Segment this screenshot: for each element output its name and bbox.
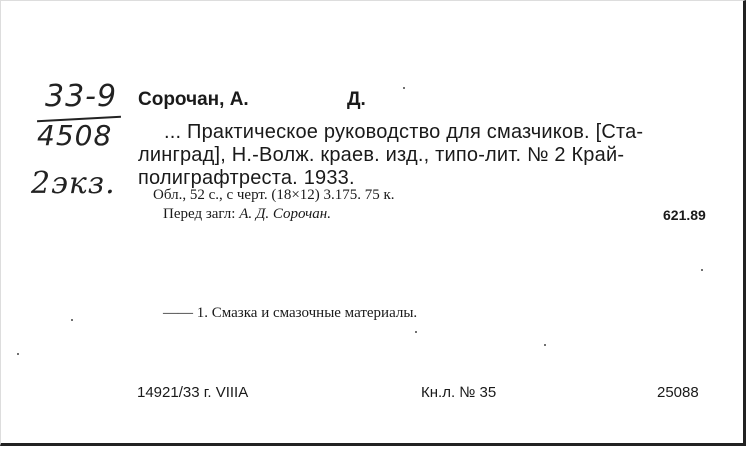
registration-number: 14921/33 г. VIIIA	[137, 384, 249, 401]
speck-mark	[544, 344, 546, 346]
title-note	[163, 206, 331, 223]
copies-note: 2экз.	[31, 166, 116, 201]
book-chamber-number: Кн.л. № 35	[421, 384, 497, 401]
serial-number: 25088	[657, 384, 699, 401]
title-line-3: полиграфтреста. 1933.	[138, 167, 355, 189]
collation: Обл., 52 с., с черт. (18×12) 3.175. 75 к.	[153, 187, 395, 203]
speck-mark	[17, 353, 19, 355]
shelf-mark-bottom: 4508	[37, 119, 113, 152]
title-note-label: Перед загл:	[163, 206, 236, 222]
shelf-mark-top: 33-9	[45, 79, 118, 114]
title-line-2: линград], Н.-Волж. краев. изд., типо-лит. № 2 Край-	[138, 144, 625, 166]
title-note-value: А. Д. Сорочан.	[239, 206, 331, 222]
subject-heading: —— 1. Смазка и смазочные материалы.	[163, 305, 418, 321]
title-line-1: ... Практическое руководство для смазчиков. [Ста-	[164, 121, 644, 143]
speck-mark	[71, 319, 73, 321]
speck-mark	[701, 269, 703, 271]
classification-number: 621.89	[663, 207, 706, 223]
author-heading: Сорочан, А.	[138, 89, 249, 110]
author-initial: Д.	[347, 89, 366, 110]
speck-mark	[415, 331, 417, 333]
speck-mark	[403, 87, 405, 89]
